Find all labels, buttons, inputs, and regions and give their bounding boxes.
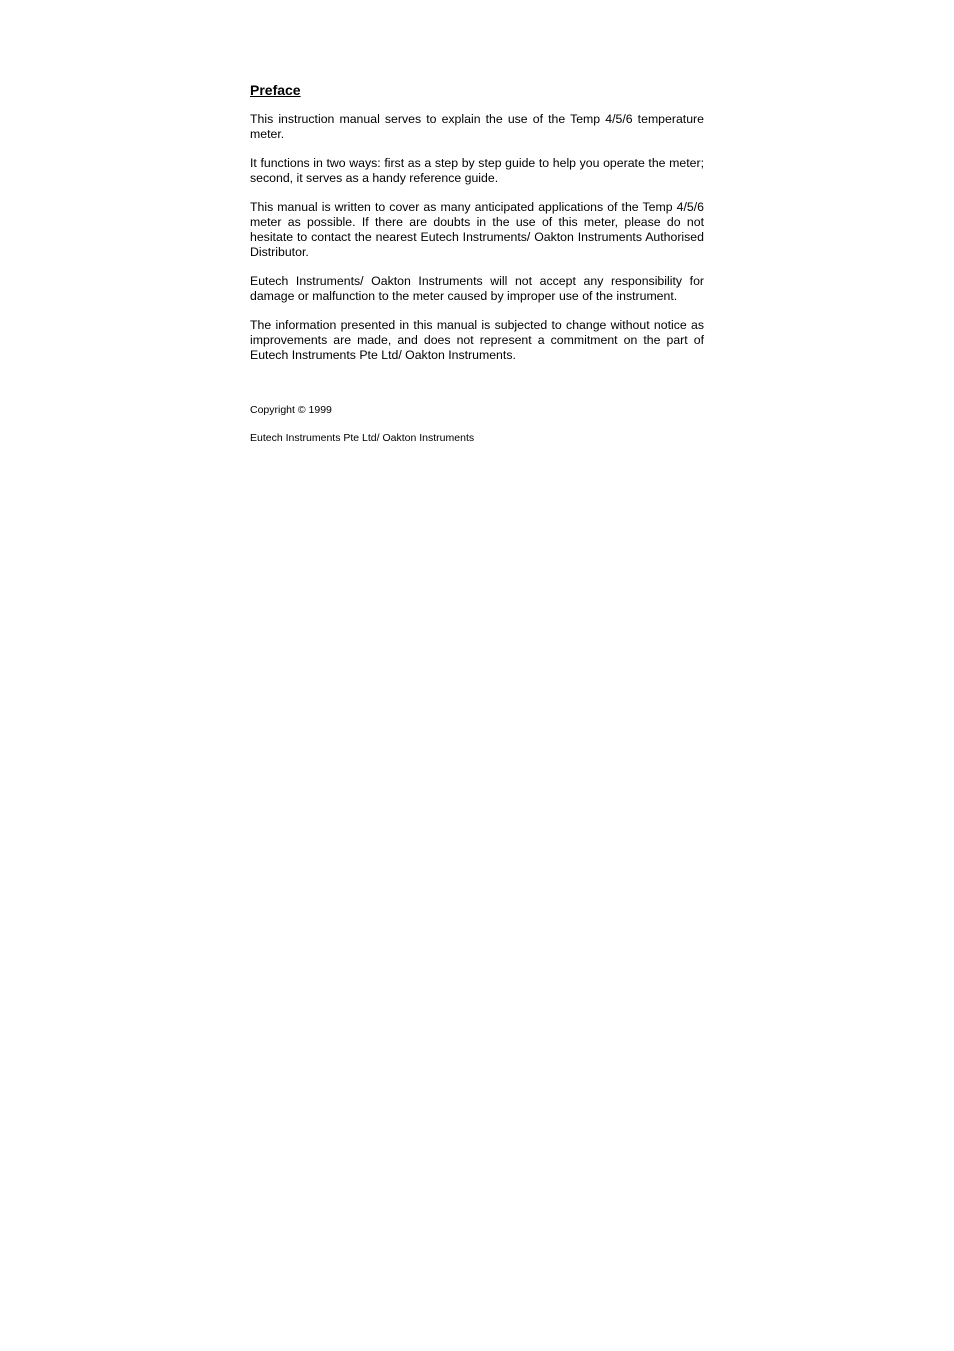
- copyright-line: Copyright © 1999: [250, 404, 332, 417]
- company-line: Eutech Instruments Pte Ltd/ Oakton Instruments: [250, 432, 475, 445]
- paragraph-coverage: This manual is written to cover as many anticipated applications of the Temp 4/5/6 meter as possible. If there are doubts in the use of this meter, please do not hesitate to contact the nearest Eutech Instruments/ Oakton Instruments Authorised Distributor.: [250, 200, 704, 259]
- paragraph-responsibility: Eutech Instruments/ Oakton Instruments will not accept any responsibility for damage or malfunction to the meter caused by improper use of the instrument.: [250, 274, 704, 303]
- paragraph-notice: The information presented in this manual is subjected to change without notice as improvements are made, and does not represent a commitment on the part of Eutech Instruments Pte Ltd/ Oakton Instruments.: [250, 318, 704, 362]
- paragraph-functions: It functions in two ways: first as a step by step guide to help you operate the meter; second, it serves as a handy reference guide.: [250, 156, 704, 185]
- section-spacer: [250, 377, 704, 403]
- page-title: Preface: [250, 82, 301, 98]
- document-page: [250, 80, 704, 459]
- paragraph-intro: This instruction manual serves to explain the use of the Temp 4/5/6 temperature meter.: [250, 112, 704, 141]
